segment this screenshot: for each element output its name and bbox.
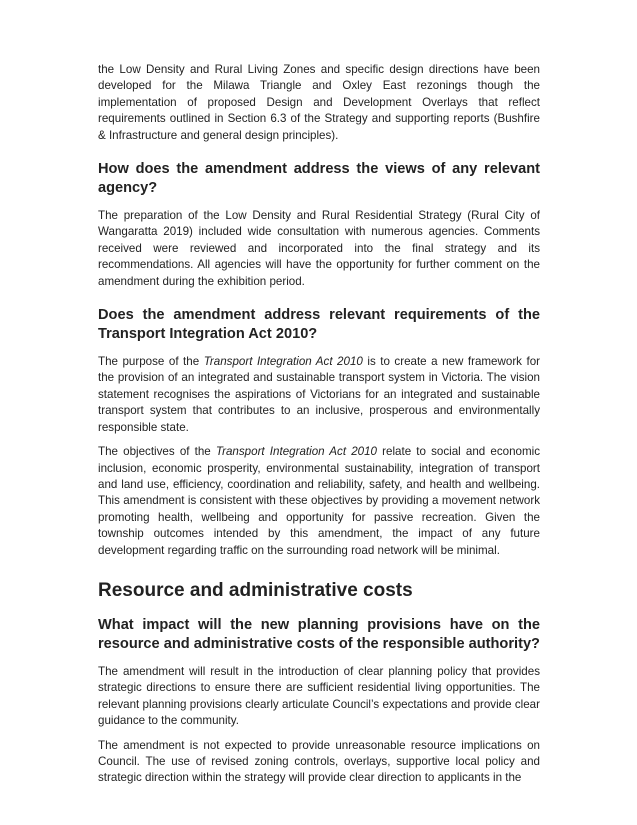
- transport-p1-text-a: The purpose of the: [98, 355, 204, 369]
- agency-paragraph: The preparation of the Low Density and Rural Residential Strategy (Rural City of Wangaratta 2019) included wide consultation with numerous agencies. Comments received were reviewed and incorporated into the final strategy and its recommendations. All agencies will have the opportunity for further comment on the amendment during the exhibition period.: [98, 209, 540, 288]
- costs-section-title: Resource and administrative costs: [98, 579, 413, 601]
- transport-paragraph-2: [98, 444, 540, 559]
- transport-paragraph-1: [98, 354, 540, 436]
- costs-paragraph-2: The amendment is not expected to provide unreasonable resource implications on Council. The use of revised zoning controls, overlays, supportive local policy and strategic direction within the strategy will provide clear direction to applicants in the: [98, 738, 540, 785]
- document-page: [98, 62, 540, 795]
- transport-p1-text-b: is to create a new framework for the provision of an integrated and sustainable transport system in Victoria. The vision statement recognises the aspirations of Victorians for an integrated and sustainable transport system that contributes to an inclusive, prosperous and environmentally responsible state.: [98, 355, 541, 434]
- agency-heading: How does the amendment address the views of any relevant agency?: [98, 161, 540, 197]
- costs-heading: What impact will the new planning provisions have on the resource and administrative costs of the responsible authority?: [98, 616, 540, 652]
- transport-p2-text-a: The objectives of the: [98, 445, 216, 459]
- transport-heading: Does the amendment address relevant requirements of the Transport Integration Act 2010?: [98, 307, 540, 343]
- transport-act-title-2: Transport Integration Act 2010: [215, 445, 377, 459]
- costs-paragraph-1: The amendment will result in the introduction of clear planning policy that provides strategic directions to ensure there are sufficient residential living opportunities. The relevant planning provisions clearly articulate Council’s expectations and provide clear guidance to the community.: [98, 664, 540, 728]
- transport-act-title-1: Transport Integration Act 2010: [203, 355, 363, 369]
- transport-p2-text-b: relate to social and economic inclusion, economic prosperity, environmental sustainability, integration of transport and land use, efficiency, coordination and reliability, safety, and health and wellbeing. This amendment is consistent with these objectives by providing a movement network promoting health, wellbeing and opportunity for passive recreation. Given the township outcomes intended by this amendment, the impact of any future development regarding traffic on the surrounding road network will be minimal.: [98, 445, 540, 557]
- intro-paragraph: the Low Density and Rural Living Zones and specific design directions have been developed for the Milawa Triangle and Oxley East rezonings though the implementation of proposed Design and Development Overlays that reflect requirements outlined in Section 6.3 of the Strategy and supporting reports (Bushfire & Infrastructure and general design principles).: [98, 63, 540, 142]
